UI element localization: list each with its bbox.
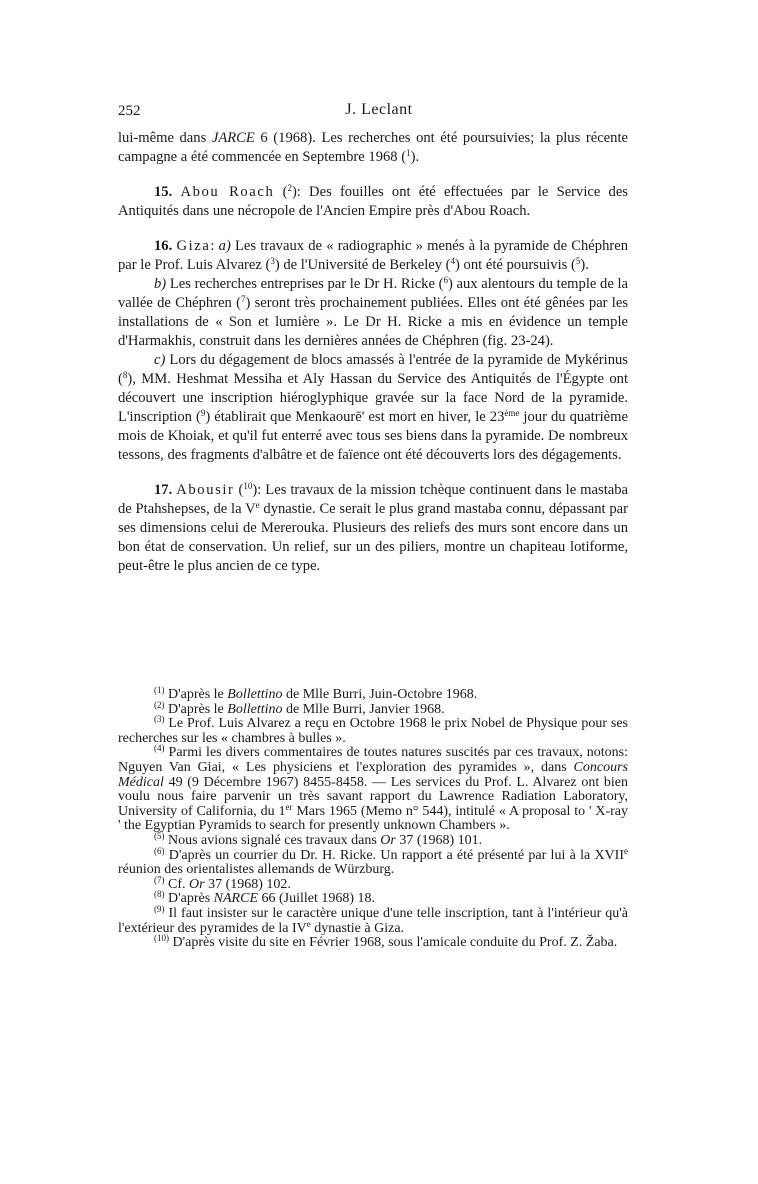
- page-number: 252: [118, 103, 141, 119]
- text: réunion des orientalistes allemands de Würzburg.: [118, 862, 395, 878]
- footnote: [118, 933, 628, 951]
- text: ): Les travaux de la mission tchèque continuent dans le mastaba de Ptahshepses, de la V: [118, 482, 628, 517]
- footnote-ref: 8: [122, 370, 128, 380]
- footnote-mark: (7): [154, 874, 165, 885]
- text: ) de l'Université de Berkeley (: [274, 257, 451, 273]
- text: de Mlle Burri, Janvier 1968.: [282, 701, 445, 717]
- item-letter: a): [218, 238, 231, 254]
- footnote-ref: 7: [240, 294, 246, 304]
- footnote: [118, 714, 628, 746]
- body-text: [118, 129, 628, 576]
- footnote-ref: 10: [243, 481, 253, 491]
- text: 49 (9 Décembre 1967) 8455-8458. — Les services du Prof. L. Alvarez ont bien voulu nous faire parvenir un très savant rapport du Lawrence Radiation Laboratory, University of California, du 1: [118, 774, 628, 819]
- site-name: Abousir: [176, 482, 235, 498]
- superscript: e: [306, 918, 311, 929]
- text: D'après: [164, 891, 214, 907]
- section-number: 17.: [154, 482, 173, 498]
- section-16c: [118, 351, 628, 465]
- text: Les travaux de « radiographic » menés à la pyramide de Chéphren par le Prof. Luis Alvarez (: [118, 238, 629, 273]
- italic-text: Or: [380, 832, 396, 848]
- italic-text: NARCE: [213, 891, 259, 907]
- text: ) seront très prochainement publiées. Elles ont été gênées par les installations de « Son et lumière ». Le Dr H. Ricke a mis en évidence un temple d'Harmakhis, construit dans les dernières années de Chéphren (fig. 23-24).: [118, 295, 629, 349]
- text: ) établirait que Menkaourē' est mort en hiver, le 23: [205, 409, 505, 425]
- footnote-mark: (1): [154, 685, 165, 695]
- footnote-mark: (9): [154, 903, 165, 914]
- section-16b: [118, 275, 628, 351]
- footnote-mark: (2): [154, 699, 165, 710]
- footnote-ref: 1: [406, 148, 411, 158]
- text: D'après un courrier du Dr. H. Ricke. Un rapport a été présenté par lui à la XVII: [164, 847, 624, 863]
- item-letter: c): [154, 352, 166, 368]
- site-name: Giza: [176, 238, 211, 254]
- footnote-mark: (3): [154, 714, 165, 725]
- text: ): Des fouilles ont été effectuées par le Service des Antiquités dans une nécropole de l'Ancien Empire près d'Abou Roach.: [118, 184, 628, 219]
- text: ), MM. Heshmat Messiha et Aly Hassan du Service des Antiquités de l'Égypte ont découvert une inscription hiéroglyphique gravée sur la face Nord de la pyramide. L'inscription (: [118, 371, 628, 425]
- footnotes: [118, 685, 629, 951]
- section-15: [118, 183, 628, 221]
- section-17: [118, 481, 628, 576]
- footnote: [118, 743, 629, 834]
- text: Nous avions signalé ces travaux dans: [164, 832, 381, 848]
- footnote-ref: 4: [450, 256, 456, 266]
- paragraph-continued: [118, 129, 628, 167]
- text: ) aux alentours du temple de la vallée de Chéphren (: [118, 276, 628, 311]
- text: (: [274, 184, 288, 200]
- text: Lors du dégagement de blocs amassés à l'entrée de la pyramide de Mykérinus (: [118, 352, 628, 387]
- footnote-ref: 9: [200, 408, 206, 418]
- text: D'après visite du site en Février 1968, sous l'amicale conduite du Prof. Z. Žaba.: [169, 935, 618, 951]
- footnote-mark: (5): [154, 830, 165, 841]
- text: D'après le: [164, 687, 228, 702]
- running-head: J. Leclant: [345, 101, 413, 118]
- text: dynastie. Ce serait le plus grand mastaba connu, dépassant par ses dimensions celui de Mererouka. Plusieurs des reliefs des murs sont encore dans un bon état de conservation. Un relief, sur un des piliers, montre un chapiteau lotiforme, peut-être le plus ancien de ce type.: [118, 501, 628, 574]
- footnote: [118, 903, 628, 936]
- text: ) ont été poursuivis (: [455, 257, 576, 273]
- italic-text: Or: [189, 876, 205, 892]
- footnote: [118, 845, 628, 878]
- site-name: Abou Roach: [180, 184, 275, 200]
- text: D'après le: [164, 701, 228, 717]
- text: ).: [410, 149, 420, 165]
- text: de Mlle Burri, Juin-Octobre 1968.: [282, 687, 478, 702]
- footnote-mark: (10): [154, 933, 169, 944]
- footnote-mark: (8): [154, 889, 165, 900]
- footnote-ref: 3: [270, 256, 275, 266]
- italic-text: Bollettino: [227, 701, 283, 717]
- footnote: [118, 685, 628, 703]
- section-16a: [118, 237, 628, 275]
- text: (: [234, 482, 244, 498]
- footnote-ref: 6: [443, 275, 448, 285]
- superscript: e: [255, 500, 260, 510]
- text: Les recherches entreprises par le Dr H. Ricke (: [166, 276, 444, 292]
- superscript: er: [285, 801, 293, 812]
- italic-text: Bollettino: [227, 687, 283, 702]
- text: 37 (1968) 101.: [395, 832, 483, 848]
- text: dynastie à Giza.: [310, 920, 405, 936]
- text: :: [210, 238, 219, 254]
- text: ).: [580, 257, 589, 273]
- text: Cf.: [164, 876, 189, 892]
- footnote: [118, 889, 628, 907]
- footnote-mark: (4): [154, 743, 165, 754]
- text: Mars 1965 (Memo n° 544), intitulé « A proposal to ' X-ray ' the Egyptian Pyramids to search for presently unknown Chambers ».: [118, 803, 629, 834]
- text: Parmi les divers commentaires de toutes natures suscités par ces travaux, notons: Nguyen Van Giai, « Les physiciens et l'exploration des pyramides », dans: [118, 745, 628, 775]
- footnote: [118, 699, 628, 718]
- footnote: [118, 830, 628, 849]
- superscript: e: [624, 845, 628, 856]
- item-letter: b): [154, 276, 167, 292]
- text: jour du quatrième mois de Khoiak, et qu'il fut enterré avec tous ses biens dans la pyramide. De nombreux tessons, des fragments d'albâtre et de faïence ont été découverts lors des dégagements.: [118, 409, 628, 463]
- footnote-ref: 5: [575, 256, 581, 266]
- footnote-mark: (6): [154, 845, 165, 856]
- section-number: 15.: [154, 184, 173, 200]
- section-number: 16.: [154, 238, 173, 254]
- text: lui-même dans: [118, 130, 212, 146]
- italic-text: Concours Médical: [118, 759, 628, 790]
- superscript: ème: [504, 408, 520, 418]
- footnote-ref: 2: [287, 183, 292, 193]
- text: 37 (1968) 102.: [204, 876, 291, 892]
- text: 6 (1968). Les recherches ont été poursuivies; la plus récente campagne a été commencée en Septembre 1968 (: [118, 130, 628, 165]
- text: Le Prof. Luis Alvarez a reçu en Octobre 1968 le prix Nobel de Physique pour ses recherches sur les « chambres à bulles ».: [118, 716, 628, 746]
- text: Il faut insister sur le caractère unique d'une telle inscription, tant à l'intérieur qu'à l'extérieur des pyramides de la IV: [118, 905, 628, 936]
- journal-title: JARCE: [211, 130, 255, 146]
- text: 66 (Juillet 1968) 18.: [258, 891, 376, 907]
